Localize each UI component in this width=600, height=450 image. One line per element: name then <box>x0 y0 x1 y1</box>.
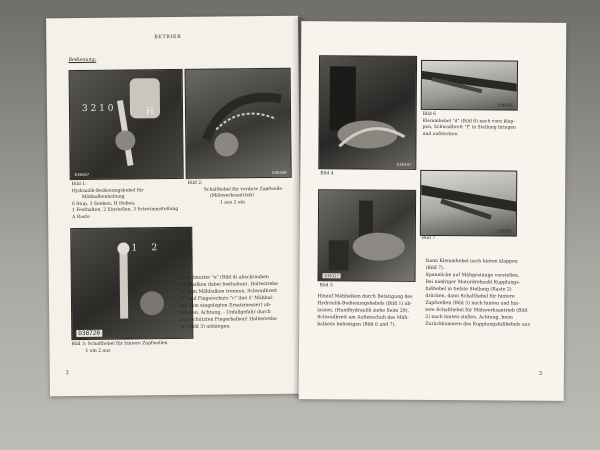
body-line: Schwadbrett am Außenschuh des Mäh- <box>317 315 409 321</box>
page-number: 2 <box>65 370 69 377</box>
body-line: Hinauf Mähbalken durch Betätigung des <box>317 294 413 300</box>
body-line: "a" (Bild 3) anhängen. <box>179 324 231 330</box>
caption-line: 1 Festhalten, 2 Einstellen, 3 Schwimmstellung <box>72 206 179 214</box>
caption-bild-5: Bild 5 <box>319 283 333 289</box>
right-page <box>299 21 567 401</box>
svg-text:3 2 1 0: 3 2 1 0 <box>81 103 114 114</box>
body-line: Dann Klemmhebel nach hinten klappen <box>425 258 518 265</box>
clamp-lever-illustration <box>421 171 516 236</box>
cutter-bar-illustration <box>319 56 416 169</box>
body-line: Kurbelmutter "e" (Bild 4) abschrauben <box>178 275 269 281</box>
pto-lever-illustration <box>186 69 291 178</box>
svg-text:2: 2 <box>151 243 158 254</box>
caption-line: (Mähwerksantrieb) <box>209 193 254 199</box>
body-line: fußhebel in tiefste Stellung (Raste 2) <box>425 286 512 293</box>
photo-bild-4 <box>318 55 417 170</box>
body-line: "e" vom Mähbalken trennen, Schwadbrett <box>178 288 278 295</box>
photo-bild-7 <box>420 170 517 237</box>
swath-board-mount-illustration <box>319 190 416 281</box>
section-title: Bedienung: <box>68 57 97 64</box>
page-header: BETRIEB <box>154 34 182 41</box>
photo-bild-6 <box>421 60 518 111</box>
caption-bild-1 <box>72 181 182 221</box>
caption-bild-4: Bild 4 <box>320 171 334 177</box>
caption-line: pen, Schwadbrett "f" in Stellung bringen <box>422 124 516 131</box>
caption-line: Bild 2: <box>187 180 203 186</box>
body-text-left <box>317 293 425 329</box>
photo-code: D36347 <box>396 161 412 167</box>
caption-line: Schalthebel für vordere Zapfwelle <box>203 186 283 193</box>
photo-code: D36566 <box>498 102 513 108</box>
body-line: balkens befestigen (Bild 6 und 7). <box>317 322 396 328</box>
body-line: Bei niedriger Motordrehzahl Kupplungs- <box>425 279 521 286</box>
caption-line: Mähbalkenhebung <box>81 194 125 200</box>
body-line: "b" und Fingerschutz "c" (bei 5' Mähbal- <box>178 295 274 302</box>
caption-line: 0 Stop, 3 Senken, H Heben, <box>71 200 136 207</box>
caption-line: 1 ein 2 aus <box>85 348 111 354</box>
body-line: (Mähbalken dabei festhalten), Haltestrebe <box>178 281 278 288</box>
body-line: nehmen. Achtung, - Unfallgefahr durch <box>179 309 271 316</box>
photo-bild-5 <box>318 189 417 282</box>
caption-line: Bild 1: <box>71 181 87 188</box>
photo-code: D36568 <box>272 169 287 175</box>
body-line: drücken, dann Schalthebel für hintere <box>425 293 515 300</box>
caption-line: A Raste <box>72 214 90 220</box>
body-line: Spannücke auf Mähgestänge vorstellen. <box>425 272 520 279</box>
body-line: ungeschützten Fingerbalken! Haltestrebe <box>179 316 277 323</box>
body-text <box>179 274 298 331</box>
hydraulic-lever-illustration <box>70 70 183 179</box>
body-line: Hydraulik-Bedienungshebels (Bild 1) ab- <box>317 301 412 307</box>
photo-bild-3 <box>70 227 193 340</box>
photo-code: D36327 <box>324 273 340 279</box>
body-line: 2) nach hinten stellen. Achtung, beim <box>425 314 513 321</box>
svg-text:H: H <box>145 107 154 118</box>
left-page <box>46 16 302 397</box>
body-text-right <box>425 258 545 329</box>
body-line: tere Schalthebel für Mähwerksantrieb (Bild <box>425 307 528 314</box>
caption-line: und aufstecken. <box>422 131 459 137</box>
caption-line: 1 aus 2 ein <box>219 199 245 206</box>
caption-bild-2 <box>188 180 292 207</box>
caption-bild-7: Bild 7 <box>421 235 436 242</box>
photo-code: D38720 <box>78 329 101 338</box>
body-line: ken zum eingelegten Ersatzmesser) ab- <box>179 302 272 309</box>
caption-bild-3 <box>71 341 201 355</box>
photo-code: D36567 <box>74 171 90 178</box>
photo-bild-1 <box>69 69 184 180</box>
caption-bild-6 <box>423 112 543 139</box>
rear-pto-lever-illustration <box>71 228 192 339</box>
caption-line: Bild 6 <box>422 111 437 118</box>
caption-line: Bild 3: Schalthebel für hintere Zapfwellen <box>71 341 168 348</box>
caption-line: Hydraulik-Bedienungshebel für <box>71 187 144 194</box>
page-number: 3 <box>538 370 543 377</box>
photo-code: D36565 <box>497 228 512 234</box>
body-line: Zapfwellen (Bild 3) nach hinten und hin- <box>425 300 520 307</box>
svg-text:1: 1 <box>131 243 138 254</box>
body-line: (Bild 7). <box>425 265 445 272</box>
body-line: Zurückkommen des Kupplungsfußhebels aus <box>425 321 531 328</box>
photo-bild-2 <box>185 68 292 179</box>
body-line: lassen, (Handhydraulik siehe Seite 29). <box>317 308 409 314</box>
caption-line: Klemmhebel "d" (Bild 6) nach vorn klap- <box>422 118 515 125</box>
